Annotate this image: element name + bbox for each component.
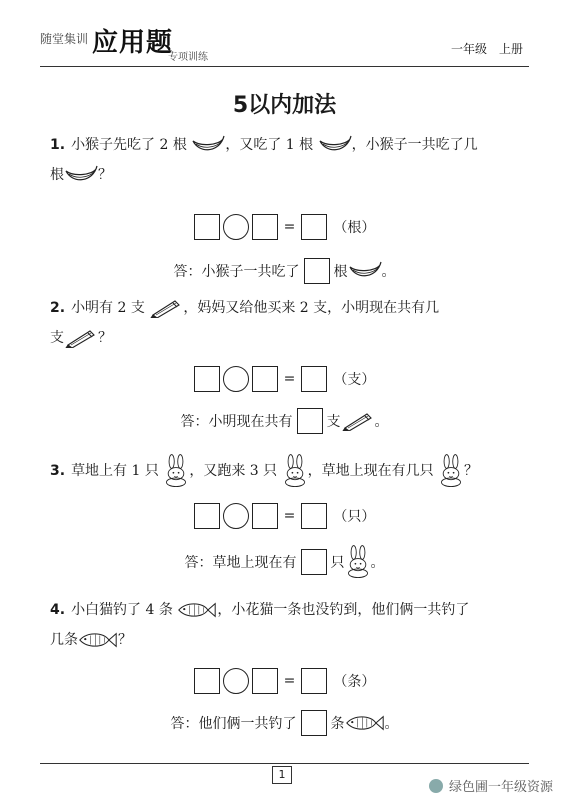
equation-row-4 [0, 668, 569, 694]
rabbit-icon [282, 454, 308, 488]
answer-row-4: 答：他们俩一共钓了 条 。 [0, 710, 569, 736]
pencil-icon [64, 328, 98, 348]
answer-box[interactable] [252, 668, 278, 694]
answer-box[interactable] [301, 668, 327, 694]
answer-box[interactable] [252, 214, 278, 240]
operator-circle[interactable] [223, 668, 249, 694]
question-number: 4. [50, 602, 66, 618]
answer-row-3: 答：草地上现在有 只 。 [0, 545, 569, 579]
pencil-icon [341, 411, 375, 431]
answer-box[interactable] [297, 408, 323, 434]
question-number: 3. [50, 463, 66, 479]
answer-box[interactable] [194, 503, 220, 529]
equation-row-2 [0, 366, 569, 392]
header-grade: 一年级 上册 [450, 42, 523, 56]
answer-box[interactable] [301, 503, 327, 529]
equals-sign: = [283, 673, 296, 689]
watermark-text: 绿色圃一年级资源 [448, 780, 553, 795]
equals-sign: = [283, 371, 296, 387]
equation-row-3 [0, 503, 569, 529]
answer-row-1: 答：小猴子一共吃了 根 。 [0, 258, 569, 284]
answer-box[interactable] [252, 366, 278, 392]
equals-sign: = [283, 508, 296, 524]
answer-box[interactable] [252, 503, 278, 529]
equals-sign: = [283, 219, 296, 235]
unit-label: （只） [333, 509, 376, 525]
rabbit-icon [438, 454, 464, 488]
question-1: 1. 小猴子先吃了 2 根 ，又吃了 1 根 ，小猴子一共吃了几 根 ？ [50, 137, 478, 183]
banana-icon [64, 165, 98, 185]
answer-box[interactable] [194, 366, 220, 392]
answer-box[interactable] [301, 710, 327, 736]
page-number: 1 [272, 766, 292, 784]
banana-icon [318, 135, 352, 155]
banana-icon [191, 135, 225, 155]
rabbit-icon [345, 545, 371, 579]
wechat-icon [429, 779, 443, 793]
header-book-title: 应用题 [92, 28, 174, 58]
rabbit-icon [163, 454, 189, 488]
fish-icon [177, 601, 217, 619]
answer-row-2: 答：小明现在共有 支 。 [0, 408, 569, 434]
answer-box[interactable] [194, 214, 220, 240]
header-subtitle: 专项训练 [168, 52, 208, 63]
answer-box[interactable] [301, 214, 327, 240]
operator-circle[interactable] [223, 214, 249, 240]
header-series-label: 随堂集训 [40, 32, 89, 46]
page-header [40, 22, 529, 68]
question-2: 2. 小明有 2 支 ，妈妈又给他买来 2 支，小明现在共有几 支 ？ [50, 300, 440, 346]
answer-box[interactable] [301, 366, 327, 392]
answer-box[interactable] [304, 258, 330, 284]
unit-label: （条） [333, 674, 376, 690]
question-number: 1. [50, 137, 66, 153]
fish-icon [78, 631, 118, 649]
banana-icon [348, 261, 382, 281]
footer-divider [40, 763, 529, 764]
answer-box[interactable] [301, 549, 327, 575]
header-divider [40, 66, 529, 67]
fish-icon [345, 714, 385, 732]
question-number: 2. [50, 300, 66, 316]
question-4: 4. 小白猫钓了 4 条 ，小花猫一条也没钓到，他们俩一共钓了 几条 ？ [50, 602, 470, 648]
page-title: 5以内加法 [232, 93, 337, 118]
equation-row-1 [0, 214, 569, 240]
question-3: 3. 草地上有 1 只 ，又跑来 3 只 ，草地上现在有几只 ？ [50, 454, 530, 488]
unit-label: （根） [333, 220, 376, 236]
watermark [429, 776, 553, 795]
pencil-icon [149, 298, 183, 318]
operator-circle[interactable] [223, 366, 249, 392]
unit-label: （支） [333, 372, 376, 388]
operator-circle[interactable] [223, 503, 249, 529]
answer-box[interactable] [194, 668, 220, 694]
